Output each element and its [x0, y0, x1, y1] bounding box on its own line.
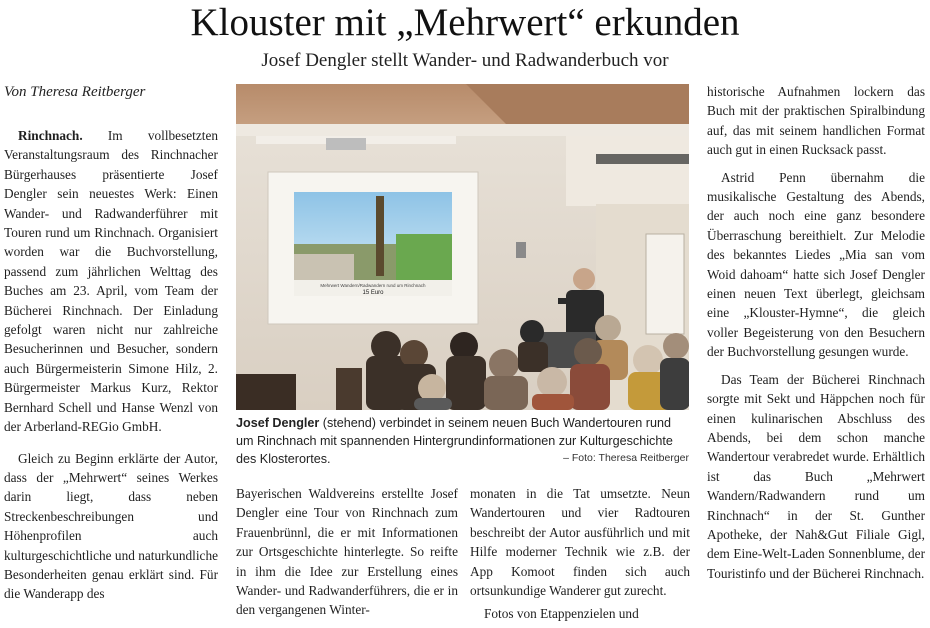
photo-credit: – Foto: Theresa Reitberger — [563, 452, 689, 464]
article-column-2 — [236, 484, 458, 620]
article-column-3 — [470, 484, 690, 624]
paragraph-text: Im vollbesetzten Veranstaltungsraum des Rinchnacher Bürgerhauses präsentierte Josef Dengler sein neuestes Werk: Einen Wander- und Radwanderführer mit Touren rund um Rinchnach. Organisiert worden war die Buchvorstellung, passend zum jährlichen Welttag des Buches am 23. April, vom Team der Bücherei Rinchnach. Der Einladung gefolgt waren nicht nur zahlreiche Besucherinnen und Besucher, sondern auch Bürgermeisterin Simone Hilz, 2. Bürgermeister Markus Kurz, Rektor Bernhard Schell und Hanse Wenzl von der Arberland-REGio GmbH. — [4, 128, 218, 435]
headline: Klouster mit „Mehrwert“ erkunden — [190, 1, 740, 44]
paragraph: Gleich zu Beginn erklärte der Autor, dass der „Mehrwert“ seines Werkes darin liegt, dass neben Streckenbeschreibungen und Höhenprofilen auch kulturgeschichtliche und naturkundliche Besonderheiten genau erklärt sind. Für die Wanderapp des — [4, 450, 218, 602]
article-column-4 — [707, 82, 925, 583]
subheadline: Josef Dengler stellt Wander- und Radwanderbuch vor — [261, 50, 669, 71]
paragraph — [4, 126, 218, 437]
caption-name: Josef Dengler — [236, 416, 320, 430]
paragraph: Astrid Penn übernahm die musikalische Gestaltung des Abends, der auch noch eine ganz besondere Überraschung bereithielt. Zur Melodie des bekanntes Liedes „Mia san vom Woid dahoam“ hatte sich Josef Dengler einen neuen Text überlegt, gleichsam eine „Klouster-Hymne“, die gleich voller Begeisterung von den Besuchern der Buchvorstellung gesungen wurde. — [707, 169, 925, 360]
dateline: Rinchnach. — [18, 128, 83, 143]
event-photo-illustration — [236, 84, 689, 410]
article-photo — [236, 84, 689, 410]
paragraph: monaten in die Tat umsetzte. Neun Wandertouren und vier Radtouren beschreibt der Autor ausführlich und mit Hilfe moderner Technik wie z.B. der App Komoot finden sich auch ortsunkundige Wanderer gut zurecht. — [470, 486, 690, 599]
paragraph: Bayerischen Waldvereins erstellte Josef Dengler eine Tour von Rinchnach zum Frauenbrünnl, die er mit Informationen zur Ortsgeschichte hinterlegte. So reifte in ihm die Idee zur Erstellung eines Wander- und Radwanderführers, die er in den vergangenen Winter- — [236, 486, 458, 618]
paragraph: Fotos von Etappenzielen und — [484, 606, 639, 622]
article-column-1 — [4, 126, 218, 604]
byline: Von Theresa Reitberger — [4, 84, 146, 100]
slide-caption: Mehrwert Wandern/Radwandern rund um Rinchnach — [320, 283, 426, 288]
paragraph: Das Team der Bücherei Rinchnach sorgte mit Sekt und Häppchen noch für einen kulinarischen Abschluss des Abends, bei dem schon manche Wandertour verabredet wurde. Erhältlich ist das Buch „Mehrwert Wandern/Radwandern rund um Rinchnach“ in der St. Gunther Apotheke, der Nah&Gut Filiale Gigl, dem Eine-Welt-Laden Sonnenblume, der Touristinfo und der Bücherei Rinchnach. — [707, 371, 925, 581]
slide-price: 15 Euro — [362, 290, 384, 296]
caption-text: (stehend) verbindet in seinem neuen Buch Wandertouren rund um Rinchnach mit spannenden Hintergrundinformationen zur Kulturgeschichte des Klosterortes. — [236, 416, 673, 466]
paragraph: historische Aufnahmen lockern das Buch mit der praktischen Spiralbindung auf, das mit seinem handlichen Format auch gut in einen Rucksack passt. — [707, 84, 925, 158]
